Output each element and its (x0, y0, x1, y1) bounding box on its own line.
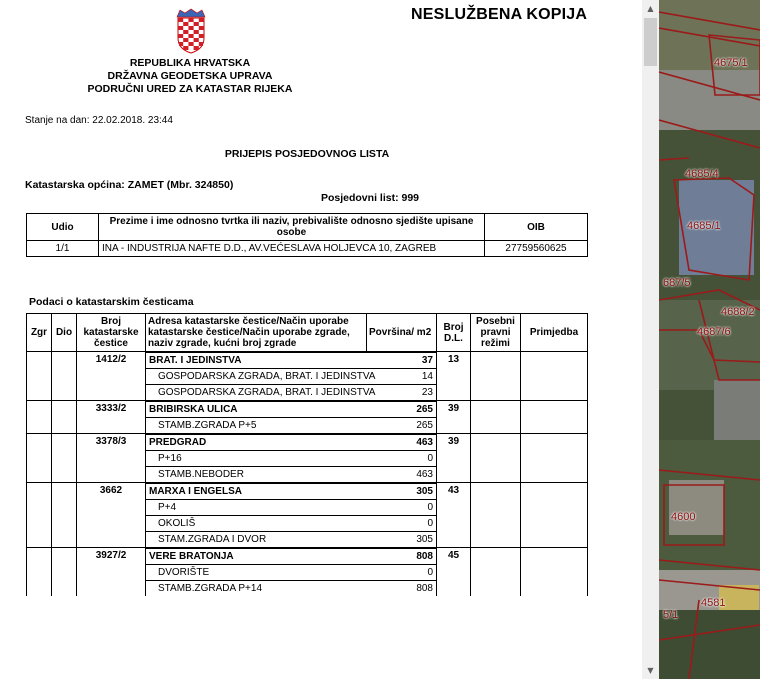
parcel-number: 3662 (77, 483, 146, 548)
parcel-dl: 39 (437, 401, 471, 434)
parcel-note (521, 483, 588, 548)
parcel-sub-row (146, 581, 436, 597)
parcel-dl: 45 (437, 548, 471, 597)
parcels-table (26, 313, 588, 596)
cadastral-municipality: Katastarska općina: ZAMET (Mbr. 324850) (25, 179, 234, 191)
table-row (27, 434, 588, 483)
header-primjedba: Primjedba (521, 314, 588, 352)
parcel-sub-row (146, 451, 436, 467)
parcel-usage-area: 265 (380, 418, 436, 434)
header-zgr: Zgr (27, 314, 52, 352)
parcel-area: 463 (380, 435, 436, 451)
parcel-usage: GOSPODARSKA ZGRADA, BRAT. I JEDINSTVA (146, 385, 380, 401)
parcel-usage: STAM.ZGRADA I DVOR (146, 532, 380, 548)
parcel-usage-area: 23 (380, 385, 436, 401)
header-dio: Dio (52, 314, 77, 352)
parcel-details (146, 548, 437, 597)
map-parcel-label: 4581 (701, 597, 726, 609)
parcel-regime (471, 401, 521, 434)
header-pravni-rezimi: Posebni pravni režimi (471, 314, 521, 352)
map-imagery (659, 0, 760, 679)
parcel-usage-area: 14 (380, 369, 436, 385)
parcel-main-row (146, 484, 436, 500)
owners-table (26, 213, 588, 257)
owner-name: INA - INDUSTRIJA NAFTE D.D., AV.VEĆESLAVA HOLJEVCA 10, ZAGREB (99, 241, 485, 257)
scroll-down-icon[interactable]: ▼ (647, 666, 654, 675)
parcel-number: 3378/3 (77, 434, 146, 483)
owners-header-name: Prezime i ime odnosno tvrtka ili naziv, prebivalište odnosno sjedište upisane osobe (99, 214, 485, 241)
parcel-main-row (146, 549, 436, 565)
parcel-dio (52, 483, 77, 548)
owners-header-oib: OIB (485, 214, 588, 241)
parcel-details (146, 401, 437, 434)
parcel-regime (471, 548, 521, 597)
parcel-sub-row (146, 369, 436, 385)
parcel-zgr (27, 434, 52, 483)
parcel-usage: STAMB.ZGRADA P+5 (146, 418, 380, 434)
owners-header-udio: Udio (27, 214, 99, 241)
watermark-title: NESLUŽBENA KOPIJA (411, 6, 588, 23)
parcel-details (146, 483, 437, 548)
parcel-dio (52, 548, 77, 597)
parcel-note (521, 352, 588, 401)
scroll-up-icon[interactable]: ▲ (647, 4, 654, 13)
map-parcel-label: 4600 (671, 511, 696, 523)
parcel-sub-row (146, 532, 436, 548)
parcel-zgr (27, 483, 52, 548)
parcel-dio (52, 352, 77, 401)
parcel-sub-row (146, 516, 436, 532)
parcel-zgr (27, 401, 52, 434)
parcel-usage-area: 463 (380, 467, 436, 483)
parcel-details (146, 434, 437, 483)
cadastral-map-view[interactable] (659, 0, 760, 679)
document-title: PRIJEPIS POSJEDOVNOG LISTA (224, 148, 390, 160)
parcel-usage: STAMB.NEBODER (146, 467, 380, 483)
parcel-regime (471, 434, 521, 483)
parcel-note (521, 548, 588, 597)
parcel-area: 305 (380, 484, 436, 500)
parcel-dl: 43 (437, 483, 471, 548)
croatian-coat-of-arms (174, 8, 208, 54)
parcel-address: PREDGRAD (146, 435, 380, 451)
map-parcel-label: 5/1 (663, 609, 679, 621)
parcel-address: BRIBIRSKA ULICA (146, 402, 380, 418)
table-row (27, 483, 588, 548)
parcel-usage-area: 808 (380, 581, 436, 597)
parcel-usage: STAMB.ZGRADA P+14 (146, 581, 380, 597)
parcel-usage: DVORIŠTE (146, 565, 380, 581)
parcel-address: MARXA I ENGELSA (146, 484, 380, 500)
parcel-usage: P+16 (146, 451, 380, 467)
parcel-sub-row (146, 418, 436, 434)
parcel-regime (471, 483, 521, 548)
header-broj: Broj katastarske čestice (77, 314, 146, 352)
parcel-area: 37 (380, 353, 436, 369)
parcel-usage: P+4 (146, 500, 380, 516)
parcel-usage: GOSPODARSKA ZGRADA, BRAT. I JEDINSTVA (146, 369, 380, 385)
parcel-main-row (146, 402, 436, 418)
institution-line: REPUBLIKA HRVATSKA (129, 57, 251, 69)
institution-line: PODRUČNI URED ZA KATASTAR RIJEKA (87, 83, 293, 95)
parcel-zgr (27, 352, 52, 401)
parcel-number: 3333/2 (77, 401, 146, 434)
parcel-sub-row (146, 385, 436, 401)
parcels-section-title: Podaci o katastarskim česticama (29, 296, 194, 308)
map-parcel-label: 687/5 (663, 277, 691, 289)
parcel-dio (52, 434, 77, 483)
owner-oib: 27759560625 (485, 241, 588, 257)
header-broj-dl: Broj D.L. (437, 314, 471, 352)
map-parcel-label: 4685/4 (685, 168, 719, 180)
parcel-note (521, 401, 588, 434)
parcel-area: 808 (380, 549, 436, 565)
vertical-scrollbar[interactable] (642, 0, 659, 679)
parcel-address: BRAT. I JEDINSTVA (146, 353, 380, 369)
parcel-sub-row (146, 500, 436, 516)
parcel-number: 3927/2 (77, 548, 146, 597)
scroll-thumb[interactable] (644, 18, 657, 66)
parcel-usage-area: 0 (380, 451, 436, 467)
table-row (27, 401, 588, 434)
parcel-usage-area: 305 (380, 532, 436, 548)
table-row (27, 352, 588, 401)
header-povrsina: Površina/ m2 (367, 314, 437, 352)
map-parcel-label: 4688/2 (721, 306, 755, 318)
parcel-main-row (146, 353, 436, 369)
parcel-sub-row (146, 467, 436, 483)
parcel-area: 265 (380, 402, 436, 418)
parcel-usage-area: 0 (380, 516, 436, 532)
parcel-zgr (27, 548, 52, 597)
parcel-address: VERE BRATONJA (146, 549, 380, 565)
map-parcel-label: 4685/1 (687, 220, 721, 232)
map-parcel-label: 4675/1 (714, 57, 748, 69)
parcel-regime (471, 352, 521, 401)
header-adresa: Adresa katastarske čestice/Način uporabe katastarske čestice/Način uporabe zgrade, naziv zgrade, kućni broj zgrade (146, 314, 367, 352)
parcel-details (146, 352, 437, 401)
table-row (27, 241, 588, 257)
parcel-usage-area: 0 (380, 500, 436, 516)
parcel-main-row (146, 435, 436, 451)
possession-list-number: Posjedovni list: 999 (320, 192, 420, 204)
map-parcel-label: 4687/6 (697, 326, 731, 338)
status-date: Stanje na dan: 22.02.2018. 23:44 (25, 115, 173, 126)
parcel-dl: 39 (437, 434, 471, 483)
institution-line: DRŽAVNA GEODETSKA UPRAVA (107, 70, 273, 82)
parcel-usage: OKOLIŠ (146, 516, 380, 532)
parcel-dio (52, 401, 77, 434)
parcel-usage-area: 0 (380, 565, 436, 581)
parcel-dl: 13 (437, 352, 471, 401)
table-row (27, 548, 588, 597)
parcel-note (521, 434, 588, 483)
institution-block (40, 57, 340, 96)
owner-share: 1/1 (27, 241, 99, 257)
parcel-number: 1412/2 (77, 352, 146, 401)
parcel-sub-row (146, 565, 436, 581)
